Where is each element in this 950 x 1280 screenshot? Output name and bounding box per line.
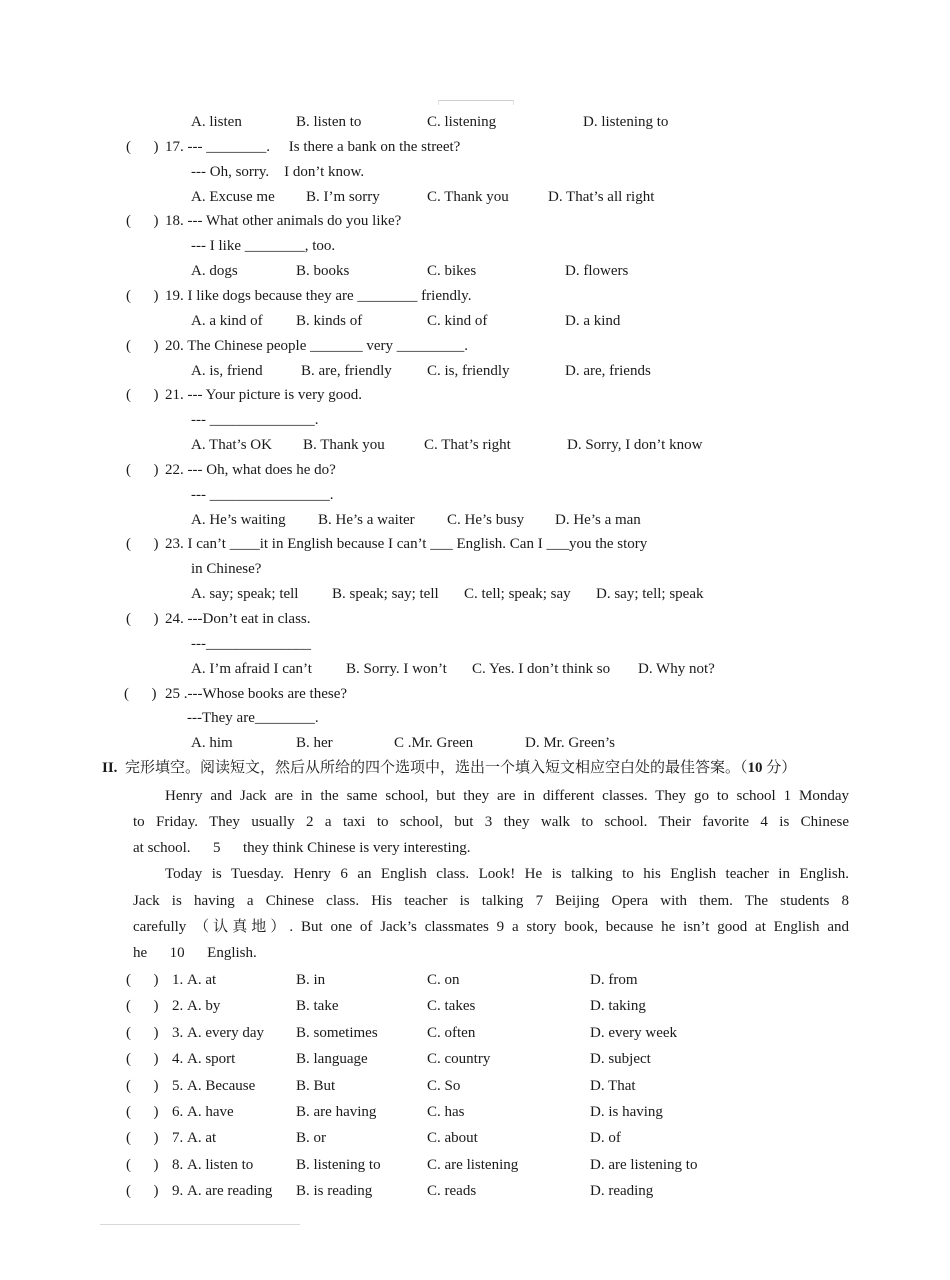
option-a: A. have <box>187 1104 234 1120</box>
answer-paren: ( ) <box>126 338 159 354</box>
cloze-number: 1. <box>172 972 184 988</box>
answer-paren: ( ) <box>126 1104 159 1120</box>
option-a: A. him <box>191 735 233 751</box>
option-d: D. are listening to <box>590 1157 698 1173</box>
option-c: C. So <box>427 1078 461 1094</box>
question-text: 22. --- Oh, what does he do? <box>165 462 336 478</box>
cloze-number: 9. <box>172 1183 184 1199</box>
question-text: 24. ---Don’t eat in class. <box>165 611 311 627</box>
question-text: 19. I like dogs because they are ________ friendly. <box>165 288 472 304</box>
option-c: C. are listening <box>427 1157 519 1173</box>
option-d: D. Mr. Green’s <box>525 735 615 751</box>
answer-paren: ( ) <box>126 611 159 627</box>
option-c: C. about <box>427 1130 478 1146</box>
answer-paren: ( ) <box>126 139 159 155</box>
question-text: 17. --- ________. Is there a bank on the street? <box>165 139 461 155</box>
option-c: C. tell; speak; say <box>464 586 571 602</box>
option-b: B. in <box>296 972 326 988</box>
option-c: C. is, friendly <box>427 363 510 379</box>
option-b: B. are having <box>296 1104 377 1120</box>
option-c: C. on <box>427 972 460 988</box>
option-c: C. reads <box>427 1183 477 1199</box>
footer-divider <box>100 1224 300 1225</box>
passage-line: Today is Tuesday. Henry 6 an English class. Look! He is talking to his English teacher in English. <box>165 866 849 882</box>
option-b: B. is reading <box>296 1183 373 1199</box>
option-d: D. flowers <box>565 263 629 279</box>
option-c: C. often <box>427 1025 476 1041</box>
cloze-number: 6. <box>172 1104 184 1120</box>
option-d: D. taking <box>590 998 646 1014</box>
answer-paren: ( ) <box>126 288 159 304</box>
cloze-row <box>0 970 950 990</box>
option-c: C. bikes <box>427 263 477 279</box>
answer-paren: ( ) <box>124 686 157 702</box>
passage-line: carefully （认真地）. But one of Jack’s classmates 9 a story book, because he isn’t good at English and <box>133 919 849 935</box>
section-instructions: 完形填空。阅读短文，然后从所给的四个选项中，选出一个填入短文相应空白处的最佳答案。 <box>124 760 740 776</box>
option-d: D. He’s a man <box>555 512 641 528</box>
answer-paren: ( ) <box>126 1157 159 1173</box>
passage-line: Henry and Jack are in the same school, but they are in different classes. They go to school 1 Monday <box>165 788 849 804</box>
cloze-number: 4. <box>172 1051 184 1067</box>
option-d: D. a kind <box>565 313 621 329</box>
option-a: A. say; speak; tell <box>191 586 299 602</box>
option-c: C. takes <box>427 998 476 1014</box>
header-decoration <box>438 100 514 105</box>
cloze-row <box>0 1023 950 1043</box>
section-ii-title: II. 完形填空。阅读短文，然后从所给的四个选项中，选出一个填入短文相应空白处的最佳答案。（10 分） <box>102 760 797 776</box>
option-b: B. He’s a waiter <box>318 512 415 528</box>
option-b: B. language <box>296 1051 368 1067</box>
option-d: D. Why not? <box>638 661 715 677</box>
cloze-number: 7. <box>172 1130 184 1146</box>
question-line: --- Oh, sorry. I don’t know. <box>191 164 365 180</box>
question-line: --- ________________. <box>191 487 334 503</box>
answer-paren: ( ) <box>126 1078 159 1094</box>
cloze-row <box>0 1181 950 1201</box>
passage-line: Jack is having a Chinese class. His teacher is talking 7 Beijing Opera with them. The students 8 <box>133 893 849 909</box>
answer-paren: ( ) <box>126 972 159 988</box>
option-d: D. is having <box>590 1104 663 1120</box>
option-a: A. at <box>187 1130 217 1146</box>
option-d: D. That’s all right <box>548 189 655 205</box>
option-d: D. reading <box>590 1183 654 1199</box>
option-b: B. listen to <box>296 114 362 130</box>
option-d: D. listening to <box>583 114 669 130</box>
cloze-number: 3. <box>172 1025 184 1041</box>
answer-paren: ( ) <box>126 387 159 403</box>
option-d: D. say; tell; speak <box>596 586 704 602</box>
option-b: B. Sorry. I won’t <box>346 661 447 677</box>
cloze-number: 8. <box>172 1157 184 1173</box>
option-d: D. of <box>590 1130 621 1146</box>
question-text: 18. --- What other animals do you like? <box>165 213 402 229</box>
cloze-row <box>0 1128 950 1148</box>
answer-paren: ( ) <box>126 998 159 1014</box>
option-a: A. are reading <box>187 1183 273 1199</box>
option-a: A. at <box>187 972 217 988</box>
option-b: B. Thank you <box>303 437 385 453</box>
option-a: A. That’s OK <box>191 437 272 453</box>
passage-line: at school. 5 they think Chinese is very interesting. <box>133 840 471 856</box>
question-text: 23. I can’t ____it in English because I can’t ___ English. Can I ___you the story <box>165 536 648 552</box>
option-c: C .Mr. Green <box>394 735 474 751</box>
option-d: D. from <box>590 972 638 988</box>
option-b: B. her <box>296 735 333 751</box>
option-d: D. are, friends <box>565 363 651 379</box>
option-d: D. subject <box>590 1051 651 1067</box>
question-text: 25 .---Whose books are these? <box>165 686 348 702</box>
cloze-row <box>0 996 950 1016</box>
cloze-number: 2. <box>172 998 184 1014</box>
option-c: C. kind of <box>427 313 488 329</box>
answer-paren: ( ) <box>126 1183 159 1199</box>
option-b: B. I’m sorry <box>306 189 380 205</box>
cloze-number: 5. <box>172 1078 184 1094</box>
option-c: C. Thank you <box>427 189 509 205</box>
option-a: A. a kind of <box>191 313 263 329</box>
answer-paren: ( ) <box>126 1051 159 1067</box>
question-line: in Chinese? <box>191 561 262 577</box>
answer-paren: ( ) <box>126 462 159 478</box>
option-a: A. sport <box>187 1051 236 1067</box>
option-c: C. That’s right <box>424 437 511 453</box>
option-a: A. every day <box>187 1025 265 1041</box>
passage-line: to Friday. They usually 2 a taxi to school, but 3 they walk to school. Their favorite 4 is Chinese <box>133 814 849 830</box>
answer-paren: ( ) <box>126 1025 159 1041</box>
option-a: A. He’s waiting <box>191 512 286 528</box>
question-line: ---______________ <box>191 636 311 652</box>
option-b: B. listening to <box>296 1157 381 1173</box>
option-c: C. has <box>427 1104 465 1120</box>
option-a: A. Because <box>187 1078 256 1094</box>
option-c: C. Yes. I don’t think so <box>472 661 611 677</box>
cloze-row <box>0 1049 950 1069</box>
option-d: D. That <box>590 1078 636 1094</box>
option-d: D. Sorry, I don’t know <box>567 437 703 453</box>
answer-paren: ( ) <box>126 1130 159 1146</box>
question-line: --- I like ________, too. <box>191 238 336 254</box>
option-b: B. books <box>296 263 350 279</box>
question-text: 21. --- Your picture is very good. <box>165 387 363 403</box>
option-c: C. country <box>427 1051 491 1067</box>
question-line: --- ______________. <box>191 412 319 428</box>
question-text: 20. The Chinese people _______ very _________. <box>165 338 469 354</box>
answer-paren: ( ) <box>126 536 159 552</box>
option-b: B. are, friendly <box>301 363 392 379</box>
option-a: A. listen to <box>187 1157 254 1173</box>
option-b: B. take <box>296 998 339 1014</box>
cloze-row <box>0 1155 950 1175</box>
cloze-row <box>0 1076 950 1096</box>
option-d: D. every week <box>590 1025 678 1041</box>
answer-paren: ( ) <box>126 213 159 229</box>
option-b: B. or <box>296 1130 326 1146</box>
option-c: C. He’s busy <box>447 512 525 528</box>
option-a: A. is, friend <box>191 363 263 379</box>
option-a: A. dogs <box>191 263 238 279</box>
option-b: B. speak; say; tell <box>332 586 439 602</box>
cloze-row <box>0 1102 950 1122</box>
section-number: II. <box>102 760 118 776</box>
question-line: ---They are________. <box>187 710 319 726</box>
option-c: C. listening <box>427 114 497 130</box>
option-a: A. Excuse me <box>191 189 275 205</box>
option-b: B. But <box>296 1078 336 1094</box>
option-a: A. listen <box>191 114 242 130</box>
section-score: 10 <box>747 760 763 776</box>
passage-line: he 10 English. <box>133 945 257 961</box>
option-a: A. by <box>187 998 221 1014</box>
option-b: B. kinds of <box>296 313 363 329</box>
option-b: B. sometimes <box>296 1025 378 1041</box>
option-a: A. I’m afraid I can’t <box>191 661 312 677</box>
